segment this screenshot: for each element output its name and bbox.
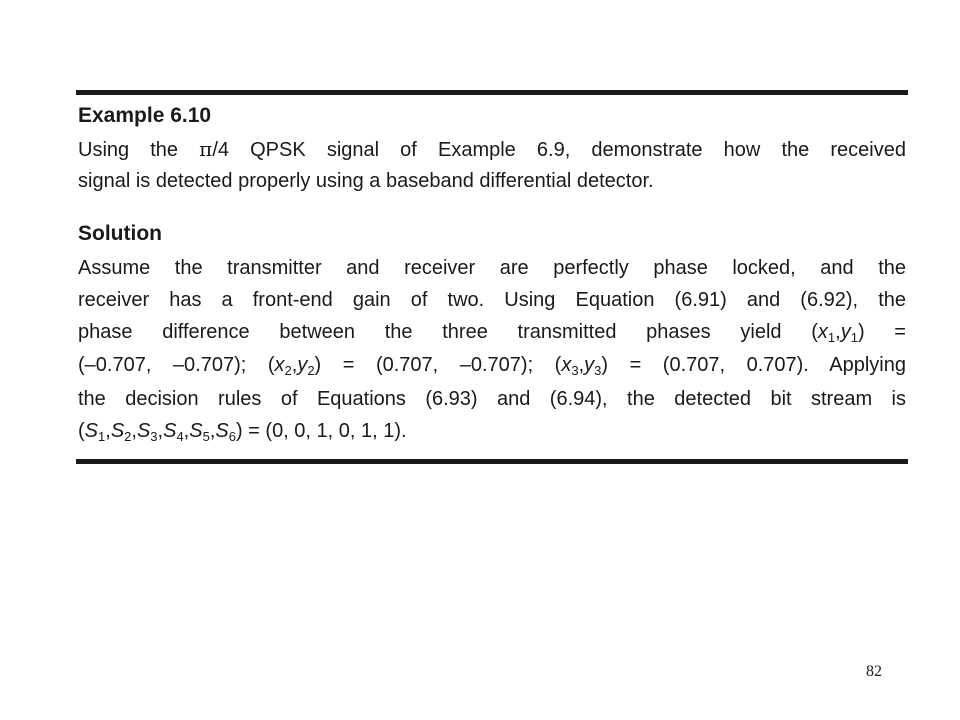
bottom-rule	[76, 459, 908, 464]
solution-line-2: receiver has a front-end gain of two. Using Equation (6.91) and (6.92), the	[78, 289, 906, 311]
solution-line-5: the decision rules of Equations (6.93) and (6.94), the detected bit stream is	[78, 388, 906, 410]
solution-line-4: (–0.707, –0.707); $(x_2,y_2) = (0.707$, –0.707); $(x_3,y_3) = (0.707$, 0.707). Applying	[78, 354, 906, 378]
example-title: Example 6.10	[78, 104, 212, 127]
page-number: 82	[866, 663, 882, 680]
pi-symbol: π	[199, 137, 213, 161]
solution-line-6: $(S_1,S_2,S_3,S_4,S_5,S_6) = (0$, 0, 1, 0, 1, 1).	[78, 420, 407, 444]
example-line-1: Using the π/4 QPSK signal of Example 6.9, demonstrate how the received	[78, 137, 906, 161]
solution-line-1: Assume the transmitter and receiver are perfectly phase locked, and the	[78, 257, 906, 279]
solution-line-3: phase difference between the three transmitted phases yield $(x_1,y_1)$ =	[78, 321, 906, 345]
example-line-2: signal is detected properly using a baseband differential detector.	[78, 170, 654, 192]
solution-title: Solution	[78, 222, 162, 245]
top-rule	[76, 90, 908, 95]
